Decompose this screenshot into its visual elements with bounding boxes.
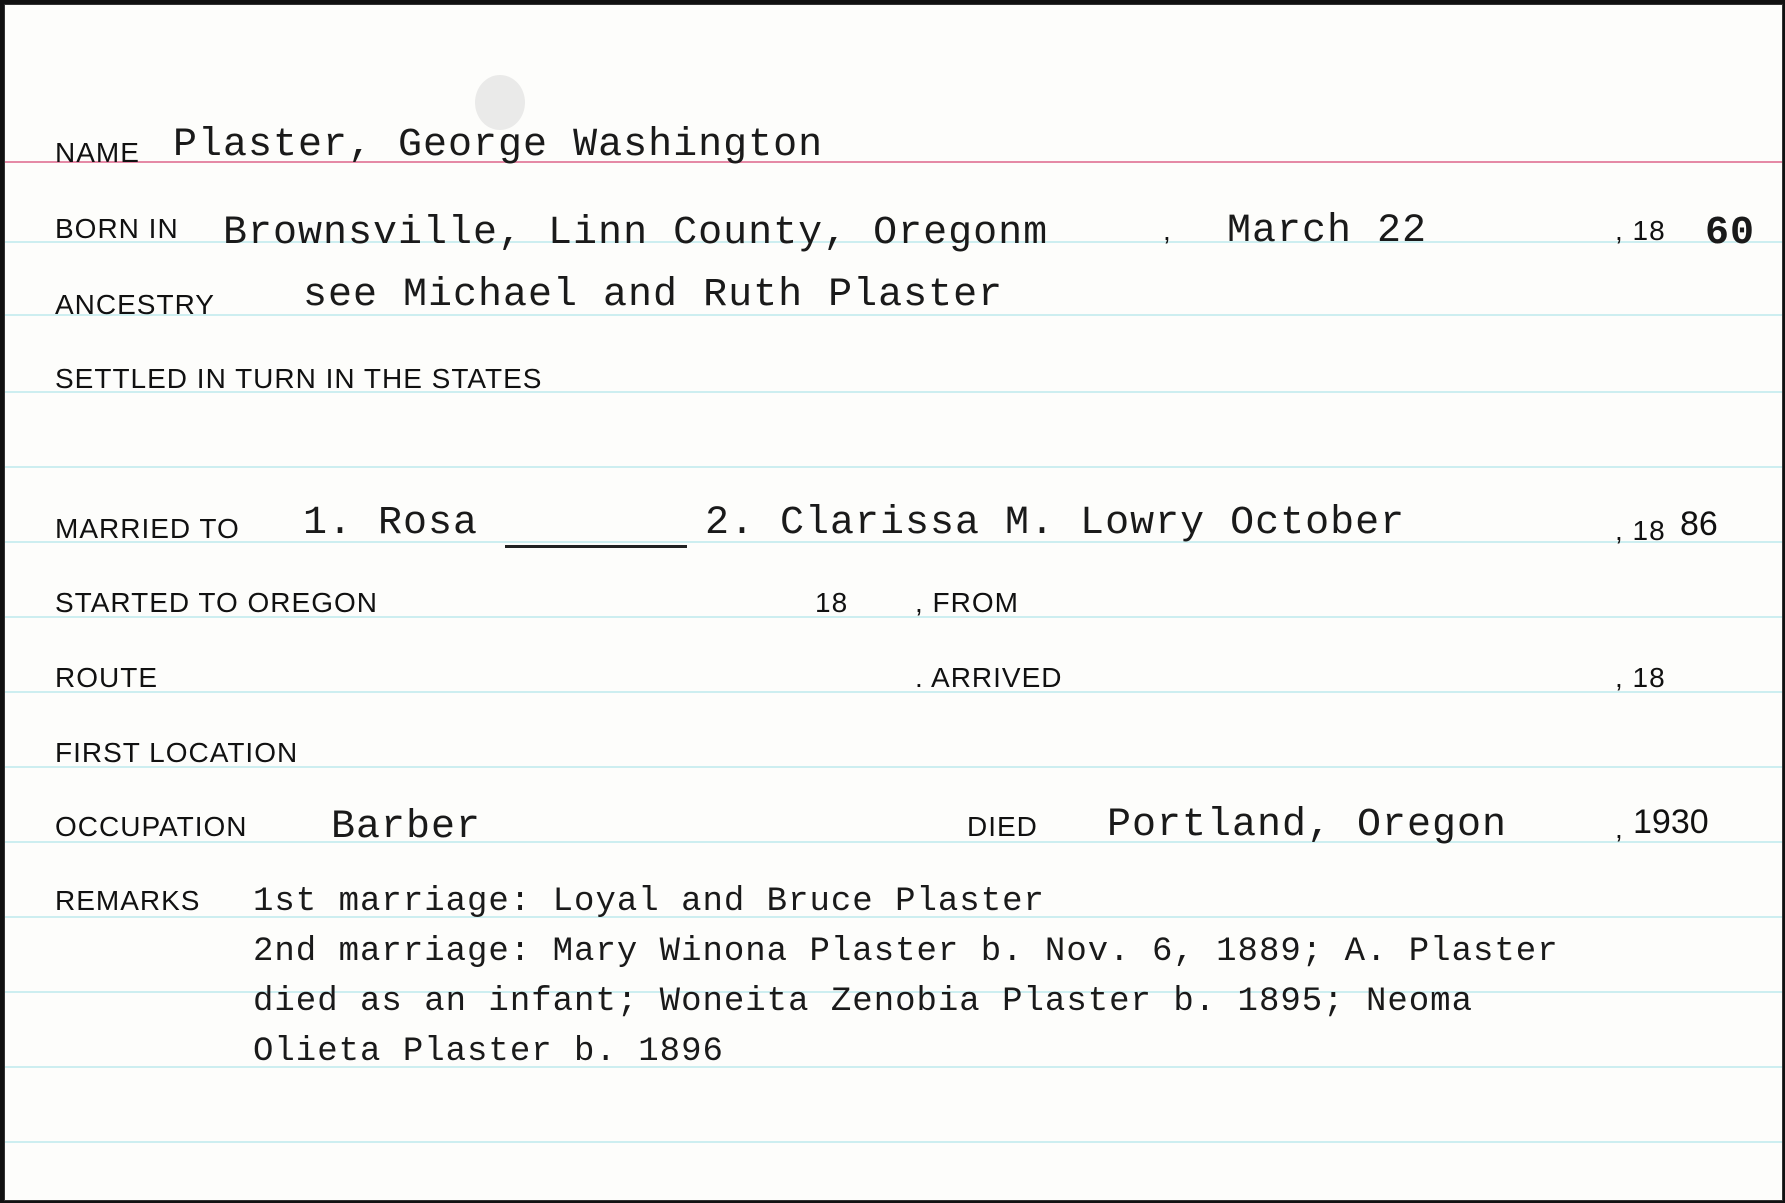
remarks-line: 2nd marriage: Mary Winona Plaster b. Nov. 6, 1889; A. Plaster <box>253 933 1559 971</box>
rule-line <box>5 466 1782 468</box>
name-value: Plaster, George Washington <box>173 123 824 168</box>
settled-label: SETTLED IN TURN IN THE STATES <box>55 363 543 394</box>
born-date: March 22 <box>1227 209 1428 254</box>
married-year-suffix: 86 <box>1680 505 1718 543</box>
born-label: BORN IN <box>55 213 179 244</box>
from-label: , FROM <box>915 587 1019 618</box>
remarks-line: Olieta Plaster b. 1896 <box>253 1033 724 1071</box>
married-blank-line <box>505 545 687 548</box>
died-year-prefix: , <box>1615 813 1624 844</box>
died-year: 1930 <box>1633 803 1709 841</box>
married-first: 1. Rosa <box>303 501 479 546</box>
paper-smudge <box>475 75 525 130</box>
married-label: MARRIED TO <box>55 513 240 544</box>
rule-line <box>5 1141 1782 1143</box>
rule-line <box>5 691 1782 693</box>
started-label: STARTED TO OREGON <box>55 587 378 618</box>
born-place: Brownsville, Linn County, Oregonm <box>223 211 1049 256</box>
born-year-prefix: , 18 <box>1615 215 1666 246</box>
remarks-line: died as an infant; Woneita Zenobia Plaster b. 1895; Neoma <box>253 983 1473 1021</box>
married-year-prefix: , 18 <box>1615 515 1666 546</box>
arrived-year-prefix: , 18 <box>1615 662 1666 693</box>
started-year-prefix: 18 <box>815 587 849 618</box>
ancestry-label: ANCESTRY <box>55 289 215 320</box>
index-card <box>4 4 1783 1201</box>
occupation-label: OCCUPATION <box>55 811 248 842</box>
ancestry-value: see Michael and Ruth Plaster <box>303 273 1004 318</box>
rule-line <box>5 841 1782 843</box>
died-place: Portland, Oregon <box>1107 803 1508 848</box>
first-location-label: FIRST LOCATION <box>55 737 299 768</box>
arrived-label: . ARRIVED <box>915 662 1063 693</box>
married-second: 2. Clarissa M. Lowry October <box>705 501 1406 546</box>
died-label: DIED <box>967 811 1038 842</box>
name-label: NAME <box>55 137 140 168</box>
remarks-line: 1st marriage: Loyal and Bruce Plaster <box>253 883 1045 921</box>
occupation-value: Barber <box>331 805 482 850</box>
born-year-suffix: 60 <box>1705 211 1756 256</box>
route-label: ROUTE <box>55 662 158 693</box>
born-comma: , <box>1163 215 1172 246</box>
remarks-label: REMARKS <box>55 885 201 916</box>
